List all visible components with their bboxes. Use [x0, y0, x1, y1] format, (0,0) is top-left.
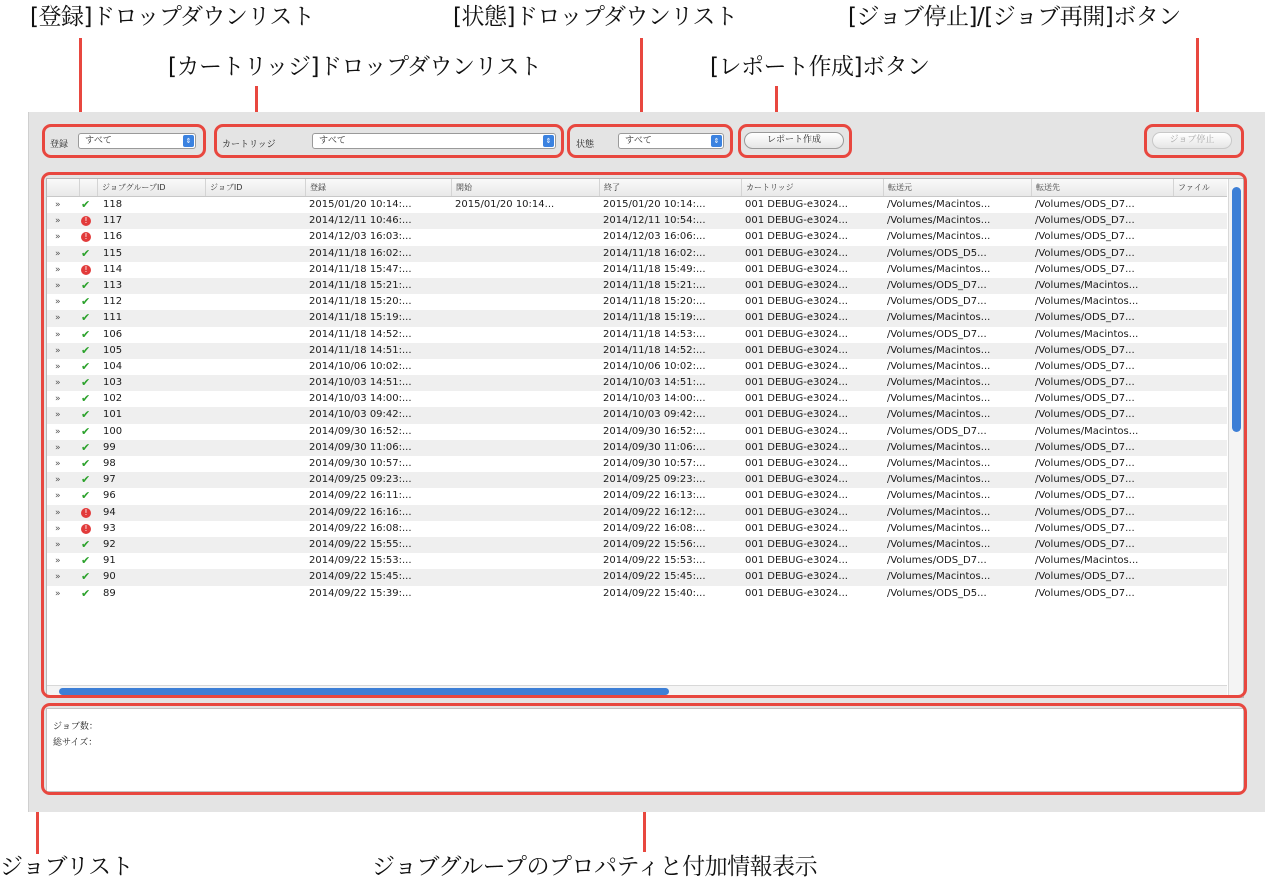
expand-chevron-icon[interactable]: » — [55, 507, 61, 518]
cell-registered: 2014/09/22 16:08:... — [309, 522, 412, 534]
column-header-destination[interactable]: 転送先 — [1031, 179, 1173, 196]
success-check-icon: ✔ — [81, 408, 91, 422]
success-check-icon: ✔ — [81, 198, 91, 211]
success-check-icon: ✔ — [81, 473, 91, 487]
cell-group: 89 — [103, 587, 116, 599]
cell-dest: /Volumes/Macintos... — [1035, 555, 1139, 567]
cell-registered: 2014/11/18 15:20:... — [309, 296, 412, 308]
expand-chevron-icon[interactable]: » — [55, 378, 61, 389]
cell-group: 116 — [103, 231, 123, 243]
annotation-status-dropdown: [状態]ドロップダウンリスト — [453, 4, 738, 30]
cell-cartridge: 001 DEBUG-e3024... — [745, 344, 848, 356]
cell-finished: 2014/09/30 10:57:... — [603, 458, 706, 469]
cell-source: /Volumes/Macintos... — [887, 231, 991, 243]
cell-dest: /Volumes/ODS_D7... — [1035, 377, 1135, 389]
cell-finished: 2014/10/06 10:02:... — [603, 360, 706, 372]
expand-chevron-icon[interactable]: » — [55, 394, 61, 405]
cell-group: 111 — [103, 312, 123, 324]
highlight-cartridge — [214, 124, 564, 158]
cell-group: 112 — [103, 296, 123, 308]
cell-source: /Volumes/Macintos... — [887, 441, 991, 453]
cell-group: 92 — [103, 538, 116, 550]
cell-cartridge: 001 DEBUG-e3024... — [745, 312, 848, 324]
cell-source: /Volumes/Macintos... — [887, 506, 991, 518]
error-icon: ! — [81, 505, 91, 521]
cell-dest: /Volumes/ODS_D7... — [1035, 587, 1135, 599]
highlight-stop — [1144, 124, 1244, 158]
cell-registered: 2014/09/25 09:23:... — [309, 474, 412, 486]
cell-dest: /Volumes/ODS_D7... — [1035, 215, 1135, 227]
cell-finished: 2014/11/18 15:20:... — [603, 296, 706, 308]
cell-cartridge: 001 DEBUG-e3024... — [745, 393, 848, 405]
error-icon: ! — [81, 229, 91, 245]
cell-group: 98 — [103, 458, 116, 469]
cell-group: 115 — [103, 247, 123, 259]
success-check-icon: ✔ — [81, 489, 91, 503]
highlight-report — [738, 124, 852, 158]
expand-chevron-icon[interactable]: » — [55, 345, 61, 356]
cell-dest: /Volumes/ODS_D7... — [1035, 344, 1135, 356]
success-check-icon: ✔ — [81, 424, 91, 438]
highlight-job-list — [41, 172, 1247, 698]
cell-dest: /Volumes/ODS_D7... — [1035, 393, 1135, 405]
cell-cartridge: 001 DEBUG-e3024... — [745, 522, 848, 534]
cell-source: /Volumes/Macintos... — [887, 474, 991, 486]
cell-finished: 2014/11/18 15:19:... — [603, 312, 706, 324]
cell-registered: 2014/09/30 16:52:... — [309, 425, 412, 437]
cell-dest: /Volumes/ODS_D7... — [1035, 312, 1135, 324]
expand-chevron-icon[interactable]: » — [55, 248, 61, 259]
annotation-cartridge-dropdown: [カートリッジ]ドロップダウンリスト — [168, 54, 542, 80]
cell-group: 113 — [103, 279, 123, 291]
success-check-icon: ✔ — [81, 343, 91, 357]
cell-group: 106 — [103, 328, 123, 340]
cell-finished: 2014/09/22 16:13:... — [603, 490, 706, 502]
cell-dest: /Volumes/ODS_D7... — [1035, 409, 1135, 421]
success-check-icon: ✔ — [81, 440, 91, 454]
cell-registered: 2014/09/22 16:11:... — [309, 490, 412, 502]
cell-source: /Volumes/ODS_D7... — [887, 328, 987, 340]
cell-cartridge: 001 DEBUG-e3024... — [745, 247, 848, 259]
status-dropdown-value: すべて — [625, 136, 652, 146]
cell-finished: 2014/11/18 16:02:... — [603, 247, 706, 259]
cell-source: /Volumes/Macintos... — [887, 409, 991, 421]
cell-group: 99 — [103, 441, 116, 453]
stop-job-button[interactable]: ジョブ停止 — [1152, 132, 1232, 149]
cell-finished: 2014/12/03 16:06:... — [603, 231, 706, 243]
cell-cartridge: 001 DEBUG-e3024... — [745, 474, 848, 486]
cell-cartridge: 001 DEBUG-e3024... — [745, 490, 848, 502]
expand-chevron-icon[interactable]: » — [55, 556, 61, 567]
annotation-job-list: ジョブリスト — [0, 854, 134, 880]
cell-source: /Volumes/Macintos... — [887, 393, 991, 405]
cell-cartridge: 001 DEBUG-e3024... — [745, 458, 848, 469]
cell-source: /Volumes/Macintos... — [887, 522, 991, 534]
cell-registered: 2014/11/18 16:02:... — [309, 247, 412, 259]
cell-dest: /Volumes/ODS_D7... — [1035, 474, 1135, 486]
cell-registered: 2014/11/18 15:47:... — [309, 263, 412, 275]
updown-arrow-icon: ⇕ — [183, 135, 194, 147]
success-check-icon: ✔ — [81, 586, 91, 600]
column-header-job-id[interactable]: ジョブID — [205, 179, 305, 196]
cell-finished: 2014/10/03 09:42:... — [603, 409, 706, 421]
cell-cartridge: 001 DEBUG-e3024... — [745, 377, 848, 389]
cell-source: /Volumes/ODS_D5... — [887, 247, 987, 259]
expand-chevron-icon[interactable]: » — [55, 588, 61, 599]
expand-chevron-icon[interactable]: » — [55, 216, 61, 227]
cell-source: /Volumes/ODS_D7... — [887, 555, 987, 567]
cell-group: 104 — [103, 360, 123, 372]
status-label: 状態 — [576, 140, 595, 150]
cell-group: 103 — [103, 377, 123, 389]
success-check-icon: ✔ — [81, 311, 91, 325]
cell-cartridge: 001 DEBUG-e3024... — [745, 263, 848, 275]
registration-dropdown-value: すべて — [85, 136, 112, 146]
highlight-registration — [42, 124, 206, 158]
cell-source: /Volumes/Macintos... — [887, 377, 991, 389]
cell-source: /Volumes/Macintos... — [887, 458, 991, 469]
column-header-registered[interactable]: 登録 — [305, 179, 451, 196]
success-check-icon: ✔ — [81, 392, 91, 406]
cell-cartridge: 001 DEBUG-e3024... — [745, 215, 848, 227]
cell-finished: 2014/09/30 11:06:... — [603, 441, 706, 453]
leader-line-status — [640, 38, 643, 118]
cell-cartridge: 001 DEBUG-e3024... — [745, 279, 848, 291]
cell-registered: 2014/10/06 10:02:... — [309, 360, 412, 372]
cell-registered: 2014/09/22 15:39:... — [309, 587, 412, 599]
cell-cartridge: 001 DEBUG-e3024... — [745, 199, 848, 210]
cell-cartridge: 001 DEBUG-e3024... — [745, 571, 848, 583]
cell-dest: /Volumes/ODS_D7... — [1035, 571, 1135, 583]
success-check-icon: ✔ — [81, 537, 91, 551]
cell-dest: /Volumes/ODS_D7... — [1035, 458, 1135, 469]
cell-dest: /Volumes/ODS_D7... — [1035, 247, 1135, 259]
cell-source: /Volumes/Macintos... — [887, 490, 991, 502]
expand-chevron-icon[interactable]: » — [55, 491, 61, 502]
expand-chevron-icon[interactable]: » — [55, 200, 61, 210]
cell-registered: 2014/09/30 10:57:... — [309, 458, 412, 469]
annotation-stop-resume-button: [ジョブ停止]/[ジョブ再開]ボタン — [848, 4, 1181, 30]
cell-cartridge: 001 DEBUG-e3024... — [745, 296, 848, 308]
cartridge-label: カートリッジ — [222, 140, 276, 150]
cell-source: /Volumes/ODS_D5... — [887, 587, 987, 599]
column-header-started[interactable]: 開始 — [451, 179, 599, 196]
expand-chevron-icon[interactable]: » — [55, 264, 61, 275]
cell-cartridge: 001 DEBUG-e3024... — [745, 231, 848, 243]
cell-registered: 2015/01/20 10:14:... — [309, 199, 412, 210]
highlight-properties — [41, 703, 1247, 795]
expand-chevron-icon[interactable]: » — [55, 410, 61, 421]
expand-chevron-icon[interactable]: » — [55, 459, 61, 469]
cell-cartridge: 001 DEBUG-e3024... — [745, 360, 848, 372]
cell-dest: /Volumes/ODS_D7... — [1035, 263, 1135, 275]
cell-group: 94 — [103, 506, 116, 518]
success-check-icon: ✔ — [81, 359, 91, 373]
leader-line-stop — [1196, 38, 1199, 118]
cell-group: 114 — [103, 263, 123, 275]
column-header-source[interactable]: 転送元 — [883, 179, 1031, 196]
success-check-icon: ✔ — [81, 376, 91, 390]
success-check-icon: ✔ — [81, 295, 91, 309]
expand-chevron-icon[interactable]: » — [55, 426, 61, 437]
success-check-icon: ✔ — [81, 457, 91, 470]
cartridge-dropdown-value: すべて — [319, 136, 346, 146]
cell-dest: /Volumes/ODS_D7... — [1035, 522, 1135, 534]
report-button[interactable]: レポート作成 — [744, 132, 844, 149]
expand-chevron-icon[interactable]: » — [55, 313, 61, 324]
cell-registered: 2014/11/18 14:51:... — [309, 344, 412, 356]
cell-registered: 2014/12/11 10:46:... — [309, 215, 412, 227]
cell-cartridge: 001 DEBUG-e3024... — [745, 506, 848, 518]
cell-finished: 2014/09/22 15:56:... — [603, 538, 706, 550]
cell-registered: 2014/11/18 15:19:... — [309, 312, 412, 324]
updown-arrow-icon: ⇕ — [711, 135, 722, 147]
cell-cartridge: 001 DEBUG-e3024... — [745, 425, 848, 437]
updown-arrow-icon: ⇕ — [543, 135, 554, 147]
cell-finished: 2015/01/20 10:14:... — [603, 199, 706, 210]
column-header-finished[interactable]: 終了 — [599, 179, 741, 196]
cell-finished: 2014/11/18 14:53:... — [603, 328, 706, 340]
cell-cartridge: 001 DEBUG-e3024... — [745, 538, 848, 550]
cell-group: 91 — [103, 555, 116, 567]
success-check-icon: ✔ — [81, 327, 91, 341]
expand-chevron-icon[interactable]: » — [55, 539, 61, 550]
cell-registered: 2014/10/03 14:00:... — [309, 393, 412, 405]
cell-source: /Volumes/ODS_D7... — [887, 425, 987, 437]
success-check-icon: ✔ — [81, 278, 91, 292]
cell-cartridge: 001 DEBUG-e3024... — [745, 409, 848, 421]
expand-chevron-icon[interactable]: » — [55, 297, 61, 308]
cell-cartridge: 001 DEBUG-e3024... — [745, 441, 848, 453]
cell-dest: /Volumes/Macintos... — [1035, 279, 1139, 291]
column-header-cartridge[interactable]: カートリッジ — [741, 179, 883, 196]
expand-chevron-icon[interactable]: » — [55, 572, 61, 583]
cell-group: 96 — [103, 490, 116, 502]
error-icon: ! — [81, 262, 91, 278]
cell-finished: 2014/12/11 10:54:... — [603, 215, 706, 227]
cell-dest: /Volumes/ODS_D7... — [1035, 199, 1135, 210]
cell-source: /Volumes/Macintos... — [887, 360, 991, 372]
expand-chevron-icon[interactable]: » — [55, 232, 61, 243]
cell-group: 93 — [103, 522, 116, 534]
cell-dest: /Volumes/Macintos... — [1035, 328, 1139, 340]
cell-source: /Volumes/ODS_D7... — [887, 296, 987, 308]
cell-finished: 2014/09/22 15:53:... — [603, 555, 706, 567]
column-header-file[interactable]: ファイル — [1173, 179, 1227, 196]
cell-started: 2015/01/20 10:14... — [455, 199, 555, 210]
expand-chevron-icon[interactable]: » — [55, 280, 61, 291]
leader-line-registration — [79, 38, 82, 118]
success-check-icon: ✔ — [81, 554, 91, 568]
cell-dest: /Volumes/ODS_D7... — [1035, 441, 1135, 453]
cell-group: 118 — [103, 199, 123, 210]
cell-source: /Volumes/Macintos... — [887, 199, 991, 210]
cell-source: /Volumes/Macintos... — [887, 263, 991, 275]
cell-group: 100 — [103, 425, 123, 437]
success-check-icon: ✔ — [81, 570, 91, 584]
cell-dest: /Volumes/ODS_D7... — [1035, 506, 1135, 518]
cell-finished: 2014/11/18 14:52:... — [603, 344, 706, 356]
cell-finished: 2014/11/18 15:21:... — [603, 279, 706, 291]
cell-source: /Volumes/Macintos... — [887, 215, 991, 227]
cell-dest: /Volumes/ODS_D7... — [1035, 490, 1135, 502]
cell-finished: 2014/09/22 15:40:... — [603, 587, 706, 599]
cell-source: /Volumes/Macintos... — [887, 571, 991, 583]
cell-group: 102 — [103, 393, 123, 405]
cell-group: 90 — [103, 571, 116, 583]
total-size-label: 総サイズ： — [53, 738, 98, 748]
cell-dest: /Volumes/Macintos... — [1035, 425, 1139, 437]
cell-registered: 2014/11/18 14:52:... — [309, 328, 412, 340]
job-count-label: ジョブ数： — [53, 722, 98, 732]
cell-cartridge: 001 DEBUG-e3024... — [745, 587, 848, 599]
cell-group: 101 — [103, 409, 123, 421]
cell-registered: 2014/09/22 16:16:... — [309, 506, 412, 518]
cell-source: /Volumes/Macintos... — [887, 538, 991, 550]
cell-group: 117 — [103, 215, 123, 227]
cell-registered: 2014/12/03 16:03:... — [309, 231, 412, 243]
column-header-group-id[interactable]: ジョブグループID — [97, 179, 205, 196]
error-icon: ! — [81, 521, 91, 537]
registration-label: 登録 — [50, 140, 69, 150]
cell-finished: 2014/09/30 16:52:... — [603, 425, 706, 437]
expand-chevron-icon[interactable]: » — [55, 442, 61, 453]
cell-registered: 2014/10/03 09:42:... — [309, 409, 412, 421]
cell-finished: 2014/09/22 15:45:... — [603, 571, 706, 583]
cell-dest: /Volumes/Macintos... — [1035, 296, 1139, 308]
cell-source: /Volumes/Macintos... — [887, 344, 991, 356]
cell-finished: 2014/09/22 16:08:... — [603, 522, 706, 534]
cell-finished: 2014/11/18 15:49:... — [603, 263, 706, 275]
cell-finished: 2014/10/03 14:00:... — [603, 393, 706, 405]
expand-chevron-icon[interactable]: » — [55, 361, 61, 372]
success-check-icon: ✔ — [81, 246, 91, 260]
cell-dest: /Volumes/ODS_D7... — [1035, 360, 1135, 372]
cell-group: 97 — [103, 474, 116, 486]
cell-finished: 2014/09/22 16:12:... — [603, 506, 706, 518]
cell-registered: 2014/10/03 14:51:... — [309, 377, 412, 389]
error-icon: ! — [81, 213, 91, 229]
highlight-status — [567, 124, 733, 158]
expand-chevron-icon[interactable]: » — [55, 329, 61, 340]
cell-registered: 2014/11/18 15:21:... — [309, 279, 412, 291]
cell-dest: /Volumes/ODS_D7... — [1035, 231, 1135, 243]
cell-cartridge: 001 DEBUG-e3024... — [745, 328, 848, 340]
cell-group: 105 — [103, 344, 123, 356]
annotation-report-button: [レポート作成]ボタン — [710, 54, 930, 80]
cell-source: /Volumes/Macintos... — [887, 312, 991, 324]
expand-chevron-icon[interactable]: » — [55, 523, 61, 534]
cell-registered: 2014/09/22 15:53:... — [309, 555, 412, 567]
cell-cartridge: 001 DEBUG-e3024... — [745, 555, 848, 567]
cell-registered: 2014/09/22 15:45:... — [309, 571, 412, 583]
cell-source: /Volumes/ODS_D7... — [887, 279, 987, 291]
cell-dest: /Volumes/ODS_D7... — [1035, 538, 1135, 550]
annotation-properties-area: ジョブグループのプロパティと付加情報表示 — [372, 854, 818, 880]
cell-finished: 2014/10/03 14:51:... — [603, 377, 706, 389]
cell-finished: 2014/09/25 09:23:... — [603, 474, 706, 486]
cell-registered: 2014/09/22 15:55:... — [309, 538, 412, 550]
expand-chevron-icon[interactable]: » — [55, 475, 61, 486]
annotation-registration-dropdown: [登録]ドロップダウンリスト — [30, 4, 315, 30]
cell-registered: 2014/09/30 11:06:... — [309, 441, 412, 453]
